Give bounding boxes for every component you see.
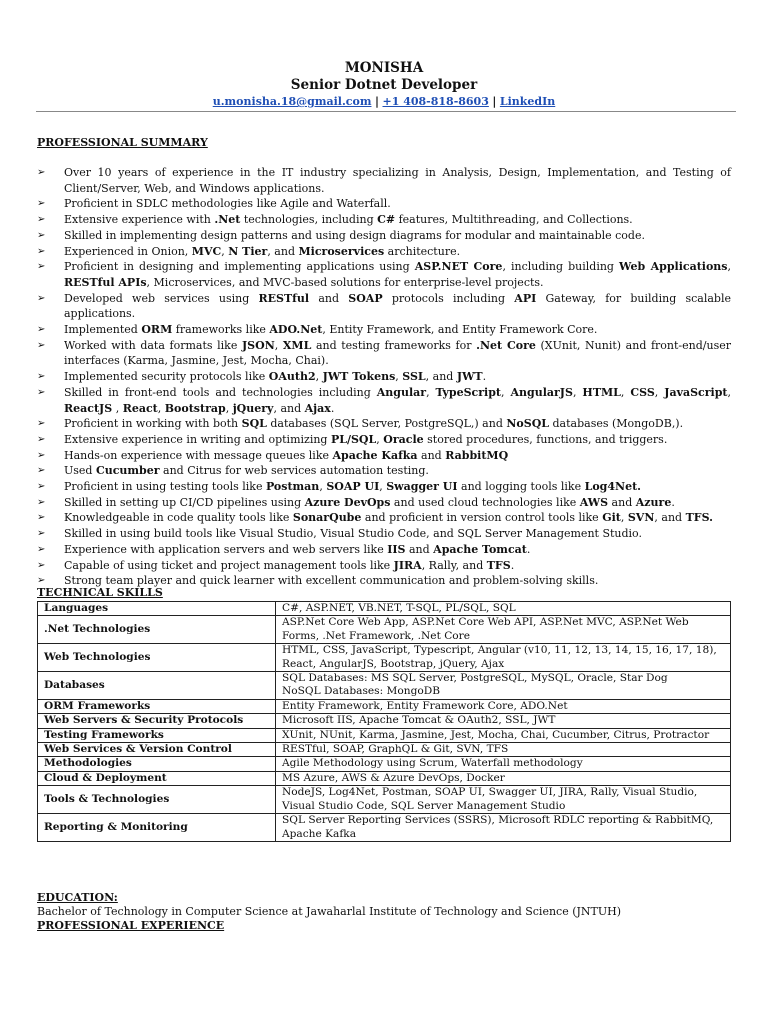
summary-item <box>37 432 731 448</box>
summary-text-run: Extensive experience in writing and optimizing <box>64 432 331 446</box>
summary-text-run: , and <box>425 370 457 384</box>
skill-values: RESTful, SOAP, GraphQL & Git, SVN, TFS <box>276 743 731 757</box>
summary-text-run: Microservices <box>298 244 385 258</box>
summary-text-run: C# <box>377 213 396 227</box>
summary-text-run: Proficient in designing and implementing applications using <box>64 260 415 274</box>
summary-text-run: stored procedures, functions, and triggers. <box>423 432 668 446</box>
summary-text-run: , Entity Framework, and Entity Framework Core. <box>322 323 598 337</box>
summary-text-run: features, Multithreading, and Collections. <box>395 213 633 227</box>
skill-category: Databases <box>38 672 276 700</box>
summary-text-run: Log4Net. <box>584 480 641 494</box>
summary-text-run: SOAP UI <box>326 480 380 494</box>
bullet-arrow-icon: ➢ <box>37 371 46 383</box>
summary-text-run: CSS <box>630 385 655 399</box>
summary-item <box>37 510 731 526</box>
summary-item <box>37 416 731 432</box>
summary-item <box>37 291 731 322</box>
bullet-arrow-icon: ➢ <box>37 167 46 178</box>
bullet-arrow-icon: ➢ <box>37 433 46 445</box>
summary-text-run: React <box>122 401 158 415</box>
skill-category: Cloud & Deployment <box>38 771 276 785</box>
skill-category: .Net Technologies <box>38 616 276 644</box>
bullet-arrow-icon: ➢ <box>37 512 46 524</box>
skill-values: Agile Methodology using Scrum, Waterfall methodology <box>276 757 731 771</box>
candidate-title: Senior Dotnet Developer <box>290 77 478 93</box>
skill-values: ASP.Net Core Web App, ASP.Net Core Web API, ASP.Net MVC, ASP.Net Web Forms, .Net Framework, .Net Core <box>276 616 731 644</box>
skills-row <box>38 786 731 814</box>
summary-text-run: , <box>379 480 387 494</box>
summary-item <box>37 165 731 196</box>
summary-text-run: XML <box>282 338 312 352</box>
summary-text-run: , and <box>267 244 299 258</box>
contact-separator: | <box>492 95 497 108</box>
summary-text-run: databases (MongoDB,). <box>549 417 684 431</box>
summary-item <box>37 558 731 574</box>
summary-text-run: JSON <box>241 338 275 352</box>
bullet-arrow-icon: ➢ <box>37 559 46 571</box>
skills-row <box>38 771 731 785</box>
summary-text-run: JWT <box>456 370 483 384</box>
summary-item <box>37 196 731 212</box>
skills-row <box>38 714 731 728</box>
summary-text-run: and <box>417 448 446 462</box>
phone-link[interactable]: +1 408-818-8603 <box>382 95 489 108</box>
summary-text-run: Implemented <box>64 323 142 337</box>
summary-text-run: . <box>330 401 335 415</box>
summary-text-run: SVN <box>627 511 655 525</box>
summary-item <box>37 385 731 416</box>
summary-text-run: Azure DevOps <box>304 495 391 509</box>
skills-row <box>38 616 731 644</box>
summary-text-run: SonarQube <box>292 511 362 525</box>
skill-values: NodeJS, Log4Net, Postman, SOAP UI, Swagger UI, JIRA, Rally, Visual Studio, Visual Studio Code, SQL Server Management Studio <box>276 786 731 814</box>
bullet-arrow-icon: ➢ <box>37 292 46 304</box>
summary-text-run: ASP.NET Core <box>414 260 503 274</box>
skill-values: SQL Databases: MS SQL Server, PostgreSQL, MySQL, Oracle, Star Dog NoSQL Databases: MongoDB <box>276 672 731 700</box>
summary-heading: PROFESSIONAL SUMMARY <box>37 136 208 149</box>
summary-text-run: SSL <box>402 370 426 384</box>
summary-text-run: , <box>572 385 583 399</box>
bullet-arrow-icon: ➢ <box>37 496 46 508</box>
summary-text-run: Skilled in implementing design patterns and using design diagrams for modular and maintainable code. <box>64 228 645 242</box>
summary-text-run: HTML <box>582 385 621 399</box>
summary-text-run: , <box>225 401 233 415</box>
skills-row <box>38 728 731 742</box>
summary-text-run: Over 10 years of experience in the IT industry specializing in Analysis, Design, Implementation, and Testing of Client/Server, Web, and Windows applications. <box>64 166 731 195</box>
summary-item <box>37 244 731 260</box>
summary-text-run: jQuery <box>232 401 274 415</box>
summary-text-run: , <box>620 385 631 399</box>
summary-text-run: TFS <box>486 558 511 572</box>
summary-text-run: architecture. <box>384 244 461 258</box>
contact-separator: | <box>374 95 379 108</box>
skill-category: ORM Frameworks <box>38 699 276 713</box>
summary-text-run: , and <box>654 511 686 525</box>
bullet-arrow-icon: ➢ <box>37 449 46 461</box>
summary-item <box>37 212 731 228</box>
skills-row <box>38 672 731 700</box>
summary-text-run: Strong team player and quick learner with excellent communication and problem-solving skills. <box>64 574 599 588</box>
summary-text-run: , <box>395 370 403 384</box>
skills-row <box>38 743 731 757</box>
summary-text-run: Cucumber <box>95 464 160 478</box>
bullet-arrow-icon: ➢ <box>37 214 46 226</box>
summary-text-run: Gateway, for building scalable applications. <box>64 291 731 321</box>
summary-text-run: . <box>482 370 487 384</box>
summary-text-run: , <box>157 401 165 415</box>
summary-text-run: and Citrus for web services automation testing. <box>159 464 429 478</box>
skills-heading: TECHNICAL SKILLS <box>37 586 163 599</box>
summary-text-run: Skilled in front-end tools and technologies including <box>64 385 377 399</box>
summary-text-run: RESTful APIs <box>64 275 147 289</box>
summary-text-run: NoSQL <box>506 417 550 431</box>
skill-values: MS Azure, AWS & Azure DevOps, Docker <box>276 771 731 785</box>
summary-item <box>37 322 731 338</box>
summary-text-run: databases (SQL Server, PostgreSQL,) and <box>266 417 507 431</box>
summary-text-run: . <box>671 495 675 509</box>
summary-text-run: protocols including <box>382 291 515 305</box>
summary-text-run: and <box>405 542 434 556</box>
summary-text-run: , <box>620 511 628 525</box>
summary-text-run: ReactJS <box>64 401 113 415</box>
bullet-arrow-icon: ➢ <box>37 324 46 336</box>
contact-line <box>0 94 768 110</box>
skill-category: Web Technologies <box>38 644 276 672</box>
skill-category: Methodologies <box>38 757 276 771</box>
summary-text-run: (XUnit, Nunit) and front-end/user interfaces (Karma, Jasmine, Jest, Mocha, Chai). <box>64 338 731 368</box>
summary-text-run: AngularJS <box>510 385 573 399</box>
summary-item <box>37 259 731 290</box>
skills-row <box>38 699 731 713</box>
summary-text-run: Git <box>602 511 621 525</box>
summary-text-run: , Rally, and <box>421 558 487 572</box>
summary-text-run: Apache Tomcat <box>433 542 527 556</box>
summary-text-run: , <box>501 385 511 399</box>
summary-text-run: IIS <box>387 542 406 556</box>
skill-category: Reporting & Monitoring <box>38 814 276 842</box>
skill-values: Entity Framework, Entity Framework Core, ADO.Net <box>276 699 731 713</box>
resume-header <box>0 60 768 110</box>
experience-heading: PROFESSIONAL EXPERIENCE <box>37 919 225 932</box>
summary-text-run: TypeScript <box>435 385 501 399</box>
summary-text-run: TFS. <box>685 511 713 525</box>
summary-text-run: JIRA <box>393 558 422 572</box>
summary-text-run: Developed web services using <box>64 291 259 305</box>
summary-text-run: MVC <box>191 244 222 258</box>
summary-text-run: , <box>727 385 732 399</box>
summary-text-run: Knowledgeable in code quality tools like <box>64 511 293 525</box>
bullet-arrow-icon: ➢ <box>37 386 46 398</box>
summary-text-run: .Net Core <box>476 338 536 352</box>
summary-text-run: Implemented security protocols like <box>64 370 269 384</box>
summary-text-run: Web Applications <box>619 260 728 274</box>
header-divider <box>36 111 736 112</box>
email-link[interactable]: u.monisha.18@gmail.com <box>212 95 372 108</box>
summary-text-run: JWT Tokens <box>322 370 396 384</box>
skill-category: Web Services & Version Control <box>38 743 276 757</box>
summary-text-run: PL/SQL <box>330 432 377 446</box>
bullet-arrow-icon: ➢ <box>37 245 46 257</box>
bullet-arrow-icon: ➢ <box>37 198 46 210</box>
summary-text-run: ADO.Net <box>269 323 323 337</box>
summary-text-run: SOAP <box>348 291 383 305</box>
summary-text-run: , <box>376 432 384 446</box>
summary-item <box>37 369 731 385</box>
summary-text-run: .Net <box>214 213 241 227</box>
bullet-arrow-icon: ➢ <box>37 339 46 351</box>
summary-text-run: SQL <box>241 417 267 431</box>
summary-text-run: and <box>309 291 349 305</box>
summary-text-run: Apache Kafka <box>332 448 418 462</box>
skill-category: Tools & Technologies <box>38 786 276 814</box>
skill-category: Languages <box>38 602 276 616</box>
bullet-arrow-icon: ➢ <box>37 465 46 477</box>
summary-text-run: Skilled in setting up CI/CD pipelines using <box>64 495 305 509</box>
summary-text-run: Swagger UI <box>386 480 458 494</box>
summary-text-run: , <box>727 260 731 274</box>
bullet-arrow-icon: ➢ <box>37 528 46 540</box>
skill-values: HTML, CSS, JavaScript, Typescript, Angular (v10, 11, 12, 13, 14, 15, 16, 17, 18), React, AngularJS, Bootstrap, jQuery, Ajax <box>276 644 731 672</box>
bullet-arrow-icon: ➢ <box>37 543 46 555</box>
summary-list <box>37 165 731 589</box>
summary-text-run: Proficient in using testing tools like <box>64 480 266 494</box>
summary-item <box>37 228 731 244</box>
summary-text-run: . <box>526 542 531 556</box>
summary-item <box>37 526 731 542</box>
bullet-arrow-icon: ➢ <box>37 418 46 430</box>
skills-row <box>38 644 731 672</box>
summary-text-run: RabbitMQ <box>445 448 509 462</box>
bullet-arrow-icon: ➢ <box>37 261 46 273</box>
summary-item <box>37 448 731 464</box>
summary-text-run: , <box>426 385 436 399</box>
candidate-name: MONISHA <box>344 60 424 76</box>
summary-text-run: , including building <box>502 260 620 274</box>
summary-text-run: . <box>510 558 515 572</box>
summary-text-run: Experience with application servers and web servers like <box>64 542 388 556</box>
summary-text-run: Azure <box>635 495 672 509</box>
summary-text-run: and <box>608 495 636 509</box>
bullet-arrow-icon: ➢ <box>37 575 46 587</box>
bullet-arrow-icon: ➢ <box>37 229 46 241</box>
summary-text-run: JavaScript <box>664 385 728 399</box>
summary-text-run: Hands-on experience with message queues like <box>64 448 333 462</box>
linkedin-link[interactable]: LinkedIn <box>499 95 556 108</box>
summary-item <box>37 479 731 495</box>
summary-text-run: AWS <box>579 495 609 509</box>
skill-values: SQL Server Reporting Services (SSRS), Microsoft RDLC reporting & RabbitMQ, Apache Kafka <box>276 814 731 842</box>
summary-text-run: and used cloud technologies like <box>390 495 580 509</box>
skills-table <box>37 601 731 842</box>
skills-row <box>38 602 731 616</box>
summary-text-run: Ajax <box>304 401 331 415</box>
summary-text-run: OAuth2 <box>268 370 316 384</box>
skill-values: XUnit, NUnit, Karma, Jasmine, Jest, Mocha, Chai, Cucumber, Citrus, Protractor <box>276 728 731 742</box>
summary-text-run: , <box>654 385 665 399</box>
summary-text-run: Extensive experience with <box>64 213 215 227</box>
summary-text-run: , <box>221 244 229 258</box>
skill-category: Web Servers & Security Protocols <box>38 714 276 728</box>
summary-item <box>37 542 731 558</box>
skills-row <box>38 814 731 842</box>
skill-category: Testing Frameworks <box>38 728 276 742</box>
summary-text-run: RESTful <box>258 291 310 305</box>
summary-text-run: Worked with data formats like <box>64 338 242 352</box>
education-text: Bachelor of Technology in Computer Science at Jawaharlal Institute of Technology and Science (JNTUH) <box>37 905 622 918</box>
summary-text-run: , and <box>273 401 305 415</box>
summary-text-run: , <box>274 338 283 352</box>
education-heading: EDUCATION: <box>37 891 118 904</box>
summary-item <box>37 338 731 369</box>
summary-text-run: Used <box>64 464 96 478</box>
summary-text-run: Capable of using ticket and project management tools like <box>64 558 394 572</box>
summary-text-run: Experienced in Onion, <box>64 244 192 258</box>
skills-row <box>38 757 731 771</box>
summary-text-run: , <box>315 370 323 384</box>
summary-text-run: ORM <box>141 323 173 337</box>
summary-item <box>37 495 731 511</box>
summary-text-run: Proficient in working with both <box>64 417 242 431</box>
summary-text-run: Oracle <box>383 432 424 446</box>
summary-text-run: , Microservices, and MVC-based solutions for enterprise-level projects. <box>146 275 544 289</box>
summary-text-run: and testing frameworks for <box>311 338 477 352</box>
summary-text-run: N Tier <box>228 244 268 258</box>
summary-text-run: technologies, including <box>240 213 378 227</box>
summary-text-run: API <box>514 291 537 305</box>
summary-text-run: Skilled in using build tools like Visual Studio, Visual Studio Code, and SQL Server Management Studio. <box>64 527 642 541</box>
bullet-arrow-icon: ➢ <box>37 481 46 493</box>
summary-item <box>37 463 731 479</box>
summary-text-run: , <box>319 480 327 494</box>
summary-text-run: Postman <box>265 480 320 494</box>
summary-text-run: , <box>112 401 123 415</box>
summary-text-run: Bootstrap <box>164 401 226 415</box>
summary-text-run: frameworks like <box>172 323 270 337</box>
summary-text-run: Proficient in SDLC methodologies like Agile and Waterfall. <box>64 197 391 211</box>
summary-text-run: and logging tools like <box>457 480 585 494</box>
summary-text-run: Angular <box>376 385 427 399</box>
skill-values: C#, ASP.NET, VB.NET, T-SQL, PL/SQL, SQL <box>276 602 731 616</box>
summary-text-run: and proficient in version control tools like <box>361 511 603 525</box>
skill-values: Microsoft IIS, Apache Tomcat & OAuth2, SSL, JWT <box>276 714 731 728</box>
